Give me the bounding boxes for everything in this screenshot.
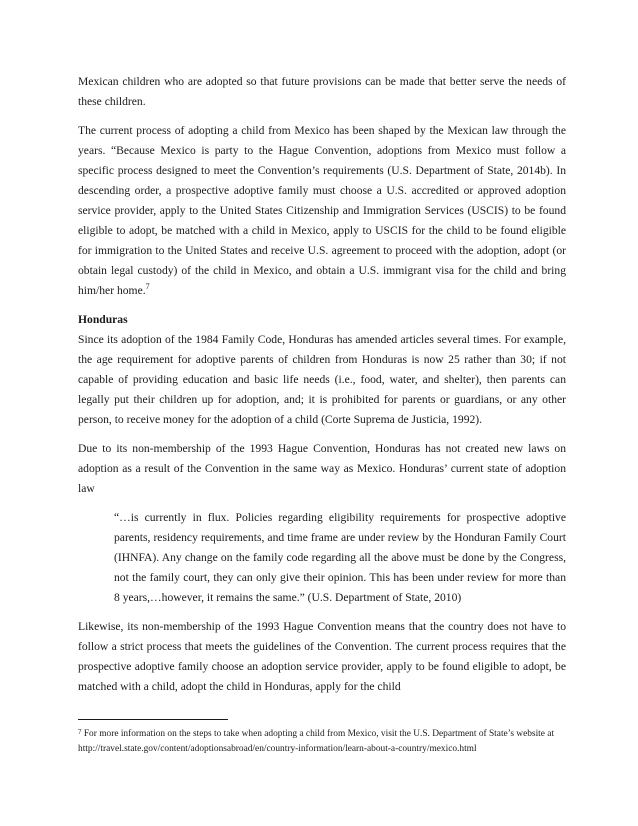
footnote-number: 7 — [78, 728, 82, 736]
paragraph-honduras-non-membership: Due to its non-membership of the 1993 Hague Convention, Honduras has not created new laws on adoption as a result of the Convention in the same way as Mexico. Honduras’ current state of adoption law — [78, 442, 566, 495]
paragraph-mexico-process — [78, 121, 566, 301]
paragraph-honduras-process: Likewise, its non-membership of the 1993 Hague Convention means that the country does not have to follow a strict process that meets the guidelines of the Convention. The current process requires that the prospective adoptive family choose an adoption service provider, apply to be found eligible to adopt, be matched with a child, adopt the child in Honduras, apply for the child — [78, 620, 566, 693]
section-heading-honduras: Honduras — [78, 313, 128, 326]
body-text — [78, 72, 566, 706]
block-quote: “…is currently in flux. Policies regarding eligibility requirements for prospective adoptive parents, residency requirements, and time frame are under review by the Honduran Family Court (IHNFA). Any change on the family code regarding all the above must be done by the Congress, not the family court, they can only give their opinion. This has been under review for more than 8 years,…however, it remains the same.” (U.S. Department of State, 2010) — [114, 511, 566, 604]
paragraph-honduras-family-code: Since its adoption of the 1984 Family Code, Honduras has amended articles several times. For example, the age requirement for adoptive parents of children from Honduras is now 25 rather than 30; if not capable of providing education and basic life needs (i.e., food, water, and shelter), then parents can legally put their children up for adoption, and; it is prohibited for parents or guardians, or any other person, to receive money for the adoption of a child (Corte Suprema de Justicia, 1992). — [78, 333, 566, 426]
footnote-separator — [78, 719, 228, 720]
paragraph-mexico-process-text: The current process of adopting a child from Mexico has been shaped by the Mexican law through the years. “Because Mexico is party to the Hague Convention, adoptions from Mexico must follow a specific process designed to meet the Convention’s requirements (U.S. Department of State, 2014b). In descending order, a prospective adoptive family must choose a U.S. accredited or approved adoption service provider, apply to the United States Citizenship and Immigration Services (USCIS) to be found eligible to adopt, be matched with a child in Mexico, apply to USCIS for the child to be found eligible for immigration to the United States and receive U.S. agreement to proceed with the adoption, adopt (or obtain legal custody) of the child in Mexico, and obtain a U.S. immigrant visa for the child and bring him/her home. — [78, 124, 566, 297]
footnote-reference[interactable]: 7 — [145, 282, 150, 292]
footnote — [78, 727, 566, 757]
paragraph-mexico-intro: Mexican children who are adopted so that future provisions can be made that better serve the needs of these children. — [78, 75, 566, 108]
footnote-text: For more information on the steps to take when adopting a child from Mexico, visit the U.S. Department of State’s website at http://travel.state.gov/content/adoptionsabroad/en/country-information/learn-about-a-country/mexico.html — [78, 729, 555, 754]
